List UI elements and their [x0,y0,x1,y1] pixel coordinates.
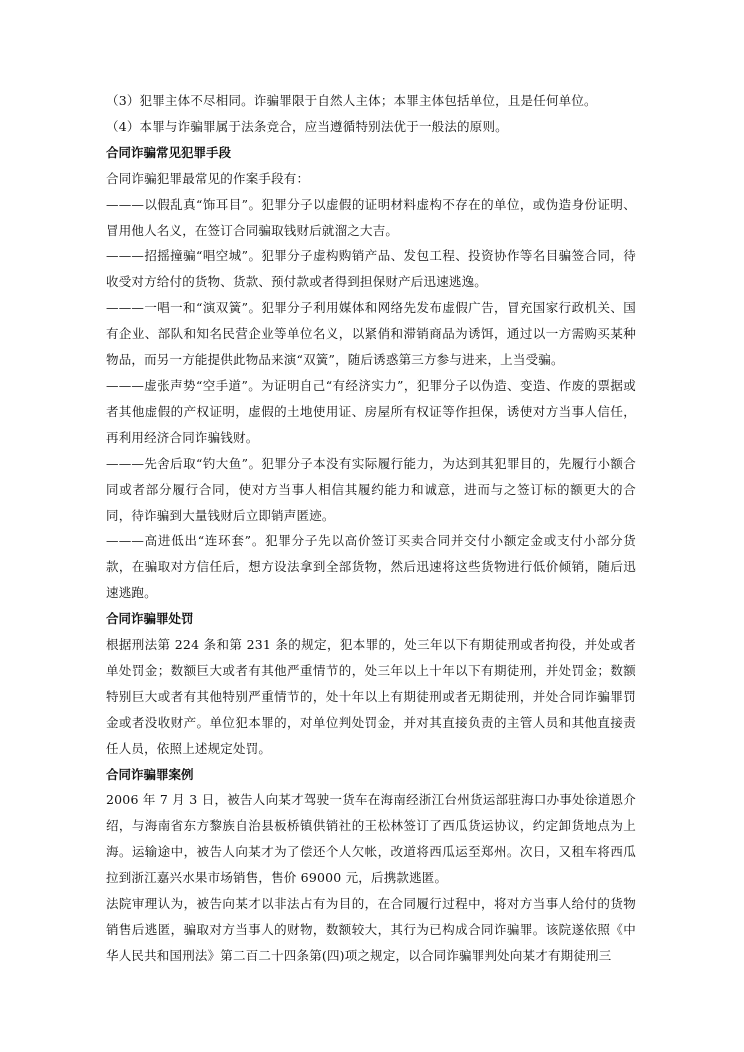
section-heading-penalty: 合同诈骗罪处罚 [106,611,194,627]
case-judgment: 法院审理认为，被告向某才以非法占有为目的，在合同履行过程中，将对方当事人给付的货物销售后逃匿，骗取对方当事人的财物，数额较大，其行为已构成合同诈骗罪。该院遂依照《中华人民共和国刑法》第二百二十四条第(四)项之规定，以合同诈骗罪判处向某才有期徒刑三 [106,896,636,963]
method-6: ———高进低出“连环套”。犯罪分子先以高价签订买卖合同并交付小额定金或支付小部分货款，在骗取对方信任后，想方设法拿到全部货物，然后迅速将这些货物进行低价倾销，随后迅速逃跑。 [106,533,636,601]
method-3: ———一唱一和“演双簧”。犯罪分子利用媒体和网络先发布虚假广告，冒充国家行政机关、国有企业、部队和知名民营企业等单位名义，以紧俏和滞销商品为诱饵，通过以一方需购买某种物品，而另一方能提供此物品来演“双簧”，随后诱惑第三方参与进来，上当受骗。 [106,300,636,368]
item-3: （3）犯罪主体不尽相同。诈骗罪限于自然人主体；本罪主体包括单位，且是任何单位。 [106,93,597,108]
section-heading-case: 合同诈骗罪案例 [106,766,194,782]
document-page [106,88,636,969]
method-2: ———招摇撞骗“唱空城”。犯罪分子虚构购销产品、发包工程、投资协作等名目骗签合同，待收受对方给付的货物、货款、预付款或者得到担保财产后迅速逃逸。 [106,248,636,290]
item-4: （4）本罪与诈骗罪属于法条竞合，应当遵循特别法优于一般法的原则。 [106,118,508,134]
case-facts: 2006 年 7 月 3 日，被告人向某才驾驶一货车在海南经浙江台州货运部驻海口办事处徐道恩介绍，与海南省东方黎族自治县板桥镇供销社的王松林签订了西瓜货运协议，约定卸货地点为上海。运输途中，被告人向某才为了偿还个人欠帐，改道将西瓜运至郑州。次日，又租车将西瓜拉到浙江嘉兴水果市场销售，售价 69000 元，后携款逃匿。 [106,792,636,886]
section-heading-methods: 合同诈骗常见犯罪手段 [106,144,232,160]
methods-intro: 合同诈骗犯罪最常见的作案手段有： [106,170,310,186]
penalty-paragraph: 根据刑法第 224 条和第 231 条的规定，犯本罪的，处三年以下有期徒刑或者拘役，并处或者单处罚金；数额巨大或者有其他严重情节的，处三年以上十年以下有期徒刑，并处罚金；数额特别巨大或者有其他特别严重情节的，处十年以上有期徒刑或者无期徒刑，并处合同诈骗罪罚金或者没收财产。单位犯本罪的，对单位判处罚金，并对其直接负责的主管人员和其他直接责任人员，依照上述规定处罚。 [106,637,636,756]
method-5: ———先舍后取“钓大鱼”。犯罪分子本没有实际履行能力，为达到其犯罪目的，先履行小额合同或者部分履行合同，使对方当事人相信其履约能力和诚意，进而与之签订标的额更大的合同，待诈骗到大量钱财后立即销声匿迹。 [106,455,636,523]
method-4: ———虚张声势“空手道”。为证明自己“有经济实力”，犯罪分子以伪造、变造、作废的票据或者其他虚假的产权证明，虚假的土地使用证、房屋所有权证等作担保，诱使对方当事人信任，再利用经济合同诈骗钱财。 [106,377,636,445]
method-1: ———以假乱真“饰耳目”。犯罪分子以虚假的证明材料虚构不存在的单位，或伪造身份证明、冒用他人名义，在签订合同骗取钱财后就溜之大吉。 [106,196,636,238]
